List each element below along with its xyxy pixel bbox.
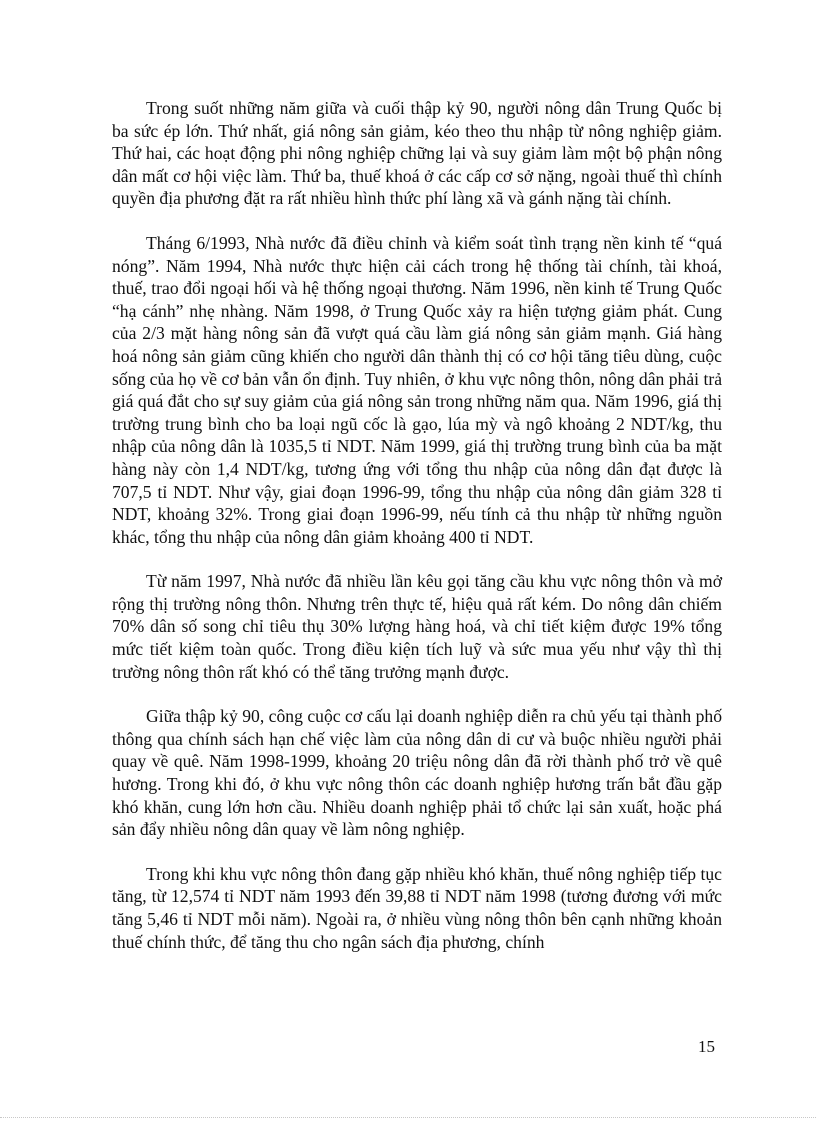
paragraph-2: Tháng 6/1993, Nhà nước đã điều chỉnh và kiểm soát tình trạng nền kinh tế “quá nóng”. Năm 1994, Nhà nước thực hiện cải cách trong hệ thống tài chính, tài khoá, thuế, trao đổi ngoại hối và hệ thống ngoại thương. Năm 1996, nền kinh tế Trung Quốc “hạ cánh” nhẹ nhàng. Năm 1998, ở Trung Quốc xảy ra hiện tượng giảm phát. Cung của 2/3 mặt hàng nông sản đã vượt quá cầu làm giá nông sản giảm mạnh. Giá hàng hoá nông sản giảm cũng khiến cho người dân thành thị có cơ hội tăng tiêu dùng, cuộc sống của họ về cơ bản vẫn ổn định. Tuy nhiên, ở khu vực nông thôn, nông dân phải trả giá quá đắt cho sự suy giảm của giá nông sản trong những năm qua. Năm 1996, giá thị trường trung bình cho ba loại ngũ cốc là gạo, lúa mỳ và ngô khoảng 2 NDT/kg, thu nhập của nông dân là 1035,5 tỉ NDT. Năm 1999, giá thị trường trung bình của ba mặt hàng này còn 1,4 NDT/kg, tương ứng với tổng thu nhập của nông dân đạt được là 707,5 tỉ NDT. Như vậy, giai đoạn 1996-99, tổng thu nhập của nông dân giảm 328 tỉ NDT, khoảng 32%. Trong giai đoạn 1996-99, nếu tính cả thu nhập từ những nguồn khác, tổng thu nhập của nông dân giảm khoảng 400 tỉ NDT. xyxy=(112,232,722,547)
body-text xyxy=(112,97,722,975)
paragraph-4: Giữa thập kỷ 90, công cuộc cơ cấu lại doanh nghiệp diễn ra chủ yếu tại thành phố thông qua chính sách hạn chế việc làm của nông dân di cư và buộc nhiều người phải quay về quê. Năm 1998-1999, khoảng 20 triệu nông dân đã rời thành phố trở về quê hương. Trong khi đó, ở khu vực nông thôn các doanh nghiệp hương trấn bắt đầu gặp khó khăn, cung lớn hơn cầu. Nhiều doanh nghiệp phải tổ chức lại sản xuất, hoặc phá sản đẩy nhiều nông dân quay về làm nông nghiệp. xyxy=(112,706,722,840)
paragraph-5: Trong khi khu vực nông thôn đang gặp nhiều khó khăn, thuế nông nghiệp tiếp tục tăng, từ 12,574 tỉ NDT năm 1993 đến 39,88 tỉ NDT năm 1998 (tương đương với mức tăng 5,46 tỉ NDT mỗi năm). Ngoài ra, ở nhiều vùng nông thôn bên cạnh những khoản thuế chính thức, để tăng thu cho ngân sách địa phương, chính xyxy=(112,863,722,952)
paragraph-3: Từ năm 1997, Nhà nước đã nhiều lần kêu gọi tăng cầu khu vực nông thôn và mở rộng thị trường nông thôn. Nhưng trên thực tế, hiệu quả rất kém. Do nông dân chiếm 70% dân số song chỉ tiêu thụ 30% lượng hàng hoá, và chỉ tiết kiệm được 19% tổng mức tiết kiệm toàn quốc. Trong điều kiện tích luỹ và sức mua yếu như vậy thì thị trường nông thôn rất khó có thể tăng trưởng mạnh được. xyxy=(112,571,722,682)
page-bottom-divider xyxy=(0,1117,816,1118)
paragraph-1: Trong suốt những năm giữa và cuối thập kỷ 90, người nông dân Trung Quốc bị ba sức ép lớn. Thứ nhất, giá nông sản giảm, kéo theo thu nhập từ nông nghiệp giảm. Thứ hai, các hoạt động phi nông nghiệp chững lại và suy giảm làm một bộ phận nông dân mất cơ hội việc làm. Thứ ba, thuế khoá ở các cấp cơ sở nặng, ngoài thuế thì chính quyền địa phương đặt ra rất nhiều hình thức phí làng xã và gánh nặng tài chính. xyxy=(112,98,722,209)
page-number: 15 xyxy=(698,1037,715,1056)
